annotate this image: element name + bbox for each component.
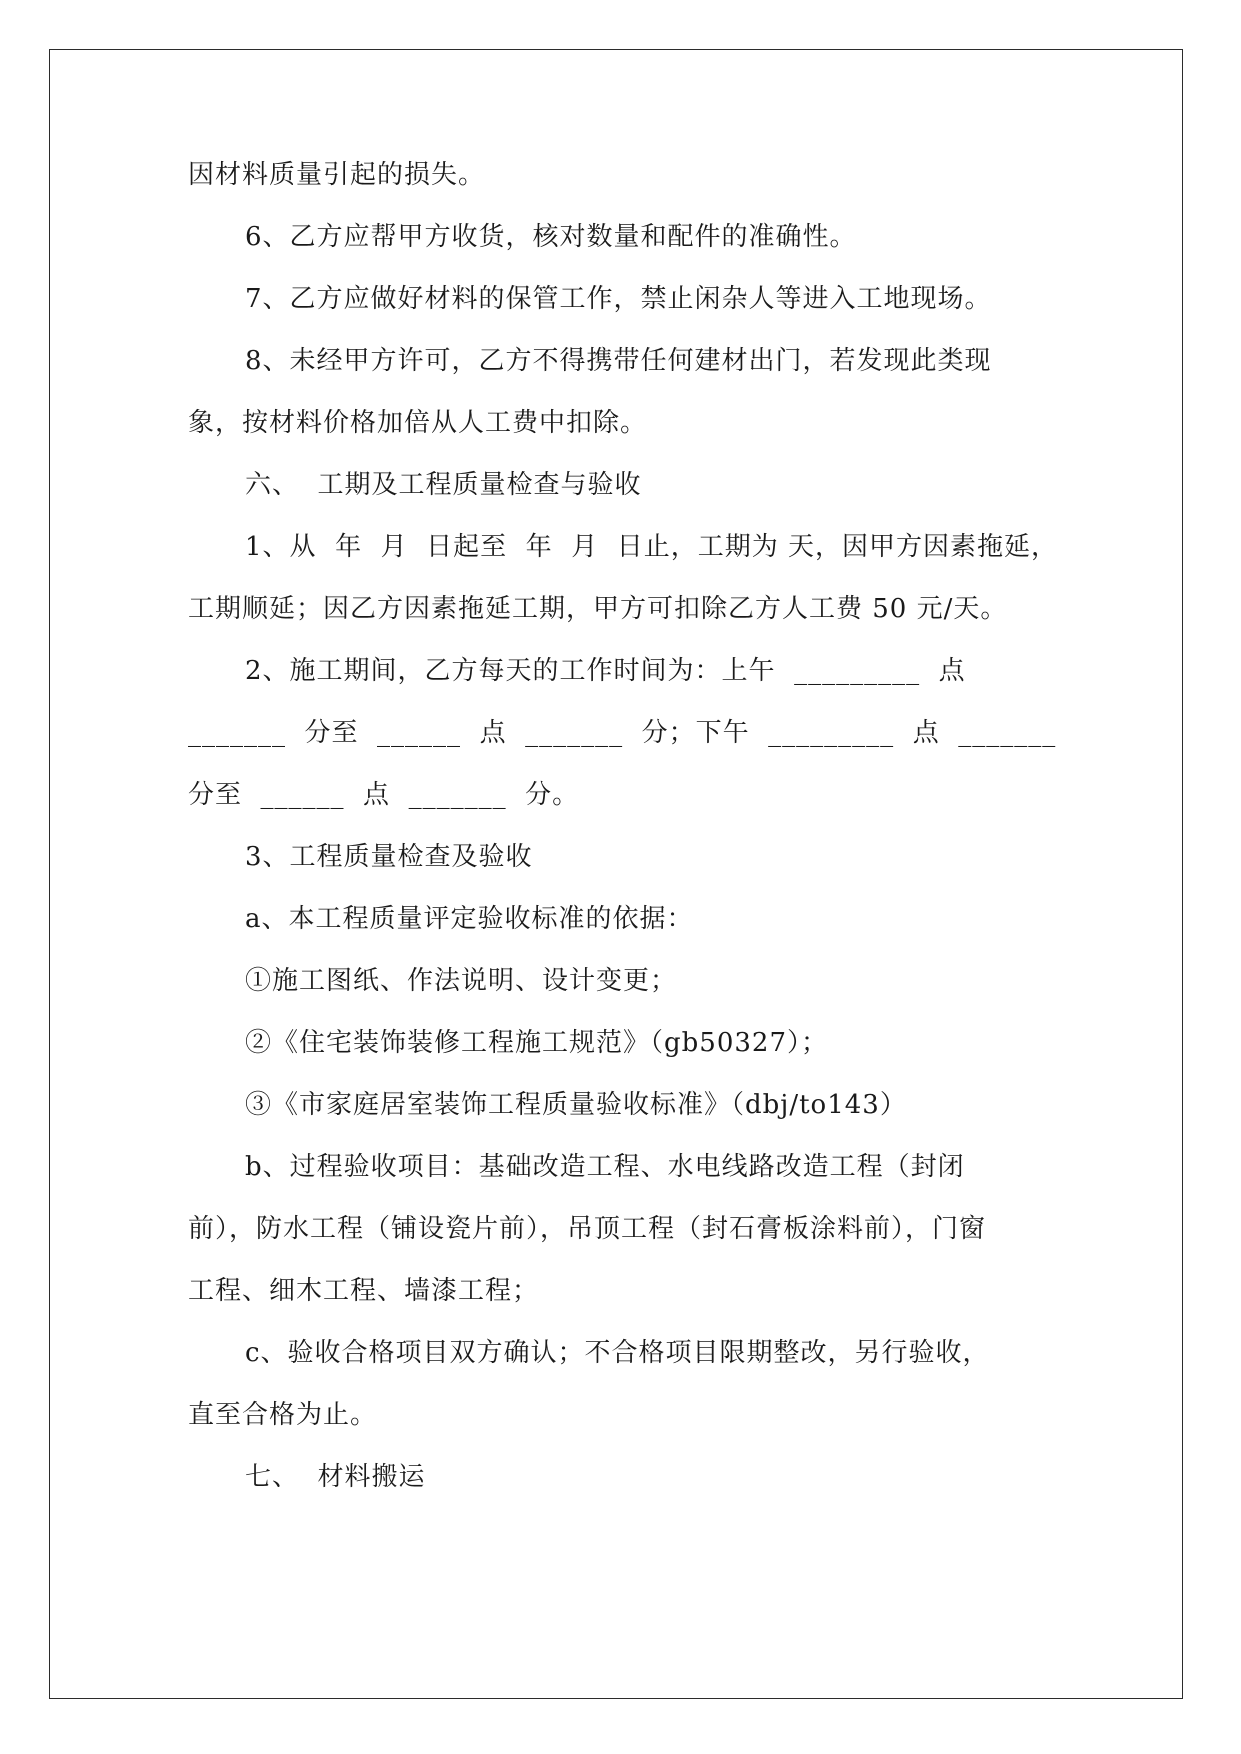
paragraph-line: c、验收合格项目双方确认；不合格项目限期整改，另行验收， bbox=[245, 1338, 990, 1368]
subsection-heading: 3、工程质量检查及验收 bbox=[245, 842, 533, 872]
paragraph-line: 工期顺延；因乙方因素拖延工期，甲方可扣除乙方人工费 50 元/天。 bbox=[188, 594, 1008, 624]
paragraph-line: 象，按材料价格加倍从人工费中扣除。 bbox=[188, 408, 648, 438]
paragraph-line: 7、乙方应做好材料的保管工作，禁止闲杂人等进入工地现场。 bbox=[245, 284, 992, 314]
list-item: ③《市家庭居室装饰工程质量验收标准》（dbj/to143） bbox=[245, 1090, 907, 1120]
list-item: ②《住宅装饰装修工程施工规范》（gb50327）； bbox=[245, 1028, 828, 1058]
paragraph-line: 直至合格为止。 bbox=[188, 1400, 378, 1430]
paragraph-line: 工程、细木工程、墙漆工程； bbox=[188, 1276, 540, 1306]
paragraph-line: 2、施工期间，乙方每天的工作时间为：上午 _________ 点 bbox=[245, 656, 966, 686]
paragraph-line: 8、未经甲方许可，乙方不得携带任何建材出门，若发现此类现 bbox=[245, 346, 992, 376]
paragraph-line: a、本工程质量评定验收标准的依据： bbox=[245, 904, 694, 934]
paragraph-line: 1、从 年 月 日起至 年 月 日止，工期为 天，因甲方因素拖延， bbox=[245, 532, 1058, 562]
paragraph-line: 因材料质量引起的损失。 bbox=[188, 160, 486, 190]
paragraph-line: _______ 分至 ______ 点 _______ 分；下午 _________ 点 _______ bbox=[188, 718, 1057, 748]
list-item: ①施工图纸、作法说明、设计变更； bbox=[245, 966, 678, 996]
section-heading: 六、 工期及工程质量检查与验收 bbox=[245, 470, 642, 500]
paragraph-line: 前），防水工程（铺设瓷片前），吊顶工程（封石膏板涂料前），门窗 bbox=[188, 1214, 987, 1244]
paragraph-line: 分至 ______ 点 _______ 分。 bbox=[188, 780, 580, 810]
paragraph-line: 6、乙方应帮甲方收货，核对数量和配件的准确性。 bbox=[245, 222, 857, 252]
section-heading: 七、 材料搬运 bbox=[245, 1462, 426, 1492]
paragraph-line: b、过程验收项目：基础改造工程、水电线路改造工程（封闭 bbox=[245, 1152, 965, 1182]
